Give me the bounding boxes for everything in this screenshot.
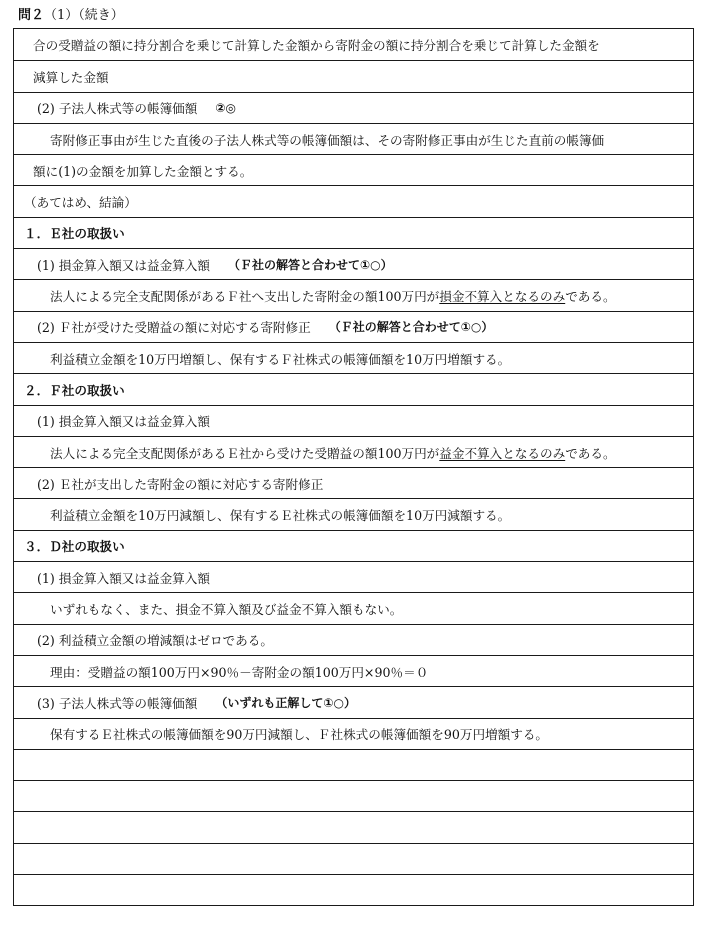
row-text: (2) Ｅ社が支出した寄附金の額に対応する寄附修正 [37, 476, 324, 492]
score-mark: （Ｆ社の解答と合わせて①○） [328, 320, 494, 335]
answer-row [14, 123, 693, 154]
answer-row [14, 29, 693, 60]
row-text: (2) Ｆ社が受けた受贈益の額に対応する寄附修正 [37, 320, 311, 336]
answer-row [14, 655, 693, 686]
answer-row [14, 154, 693, 185]
row-text: 寄附修正事由が生じた直後の子法人株式等の帳簿価額は、その寄附修正事由が生じた直前の帳簿価 [50, 132, 605, 148]
row-text: ２．Ｆ社の取扱い [24, 382, 125, 398]
section-heading [14, 530, 693, 561]
score-mark: （いずれも正解して①○） [215, 695, 357, 710]
answer-row [14, 561, 693, 592]
row-text-after: である。 [565, 445, 616, 461]
answer-row [14, 248, 693, 279]
answer-row [14, 498, 693, 529]
row-text: (1) 損金算入額又は益金算入額 [37, 570, 210, 586]
row-text: １．Ｅ社の取扱い [24, 226, 125, 242]
blank-row [14, 843, 693, 874]
score-mark: ②◎ [215, 100, 237, 115]
section-heading [14, 217, 693, 248]
row-text: 保有するＥ社株式の帳簿価額を90万円減額し、Ｆ社株式の帳簿価額を90万円増額する。 [50, 727, 549, 743]
row-text: (1) 損金算入額又は益金算入額 [37, 257, 210, 273]
answer-row [14, 624, 693, 655]
row-text: 減算した金額 [33, 69, 109, 85]
row-text: (1) 損金算入額又は益金算入額 [37, 414, 210, 430]
row-text: （あてはめ、結論） [24, 195, 137, 211]
row-text: いずれもなく、また、損金不算入額及び益金不算入額もない。 [50, 601, 403, 617]
blank-row [14, 780, 693, 811]
answer-row [14, 342, 693, 373]
row-text: 理由：受贈益の額100万円×90％－寄附金の額100万円×90％＝０ [50, 664, 429, 680]
answer-row [14, 311, 693, 342]
answer-row [14, 60, 693, 91]
row-text: 合の受贈益の額に持分割合を乗じて計算した金額から寄附金の額に持分割合を乗じて計算した金額を [33, 38, 600, 54]
blank-row [14, 874, 693, 905]
row-text: 利益積立金額を10万円減額し、保有するＥ社株式の帳簿価額を10万円減額する。 [50, 508, 511, 524]
row-text-before: 法人による完全支配関係があるＥ社から受けた受贈益の額100万円が [50, 445, 440, 461]
answer-row [14, 686, 693, 717]
row-text: (2) 利益積立金額の増減額はゼロである。 [37, 633, 273, 649]
answer-row [14, 92, 693, 123]
answer-row [14, 279, 693, 310]
answer-row [14, 467, 693, 498]
score-mark: （Ｆ社の解答と合わせて①○） [227, 257, 393, 272]
blank-row [14, 811, 693, 842]
answer-sheet [13, 28, 694, 906]
answer-row [14, 718, 693, 749]
answer-row [14, 592, 693, 623]
blank-row [14, 749, 693, 780]
row-text-before: 法人による完全支配関係があるＦ社へ支出した寄附金の額100万円が [50, 289, 440, 305]
row-text: ３．Ｄ社の取扱い [24, 539, 125, 555]
section-heading [14, 373, 693, 404]
section-heading [14, 185, 693, 216]
question-subheading: （1）（続き） [44, 8, 124, 23]
underlined-answer: 損金不算入となるのみ [439, 289, 566, 305]
question-heading [18, 4, 124, 28]
question-number: 問２ [18, 8, 45, 23]
row-text: 額に(1)の金額を加算した金額とする。 [33, 163, 253, 179]
answer-row [14, 405, 693, 436]
row-text: (3) 子法人株式等の帳簿価額 [37, 695, 198, 711]
row-text: 利益積立金額を10万円増額し、保有するＦ社株式の帳簿価額を10万円増額する。 [50, 351, 511, 367]
row-text-after: である。 [565, 289, 616, 305]
row-text: (2) 子法人株式等の帳簿価額 [37, 101, 198, 117]
answer-row [14, 436, 693, 467]
underlined-answer: 益金不算入となるのみ [439, 445, 566, 461]
